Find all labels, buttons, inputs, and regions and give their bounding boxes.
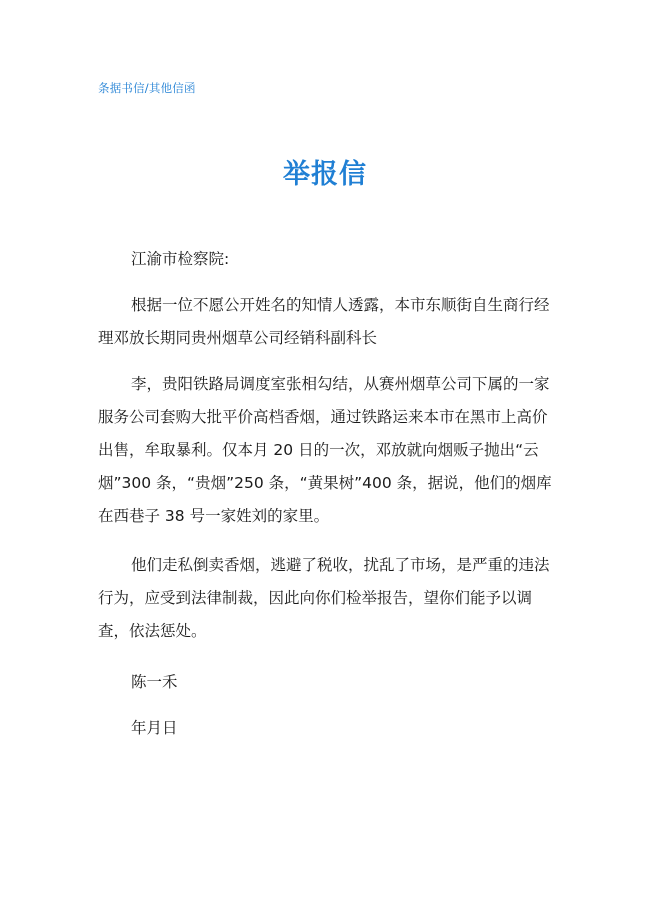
letter-title: 举报信 <box>283 159 367 190</box>
paragraph-1: 根据一位不愿公开姓名的知情人透露，本市东顺街自生商行经理邓放长期同贵州烟草公司经销科副科长 <box>98 296 550 347</box>
paragraph-3: 他们走私倒卖香烟，逃避了税收，扰乱了市场，是严重的违法行为，应受到法律制裁，因此向你们检举报告，望你们能予以调查，依法惩处。 <box>98 556 550 640</box>
signature: 陈一禾 <box>131 673 178 691</box>
document-category: 条据书信/其他信函 <box>98 81 196 95</box>
paragraph-2: 李，贵阳铁路局调度室张相勾结，从赛州烟草公司下属的一家服务公司套购大批平价高档香烟，通过铁路运来本市在黑市上高价出售，牟取暴利。仅本月 20 日的一次，邓放就向烟贩子抛出“云烟”300 条，“贵烟”250 条，“黄果树”400 条，据说，他们的烟库在西巷子 38 号一家姓刘的家里。 <box>98 375 552 525</box>
date-line: 年月日 <box>131 719 178 737</box>
salutation: 江渝市检察院: <box>131 250 230 268</box>
